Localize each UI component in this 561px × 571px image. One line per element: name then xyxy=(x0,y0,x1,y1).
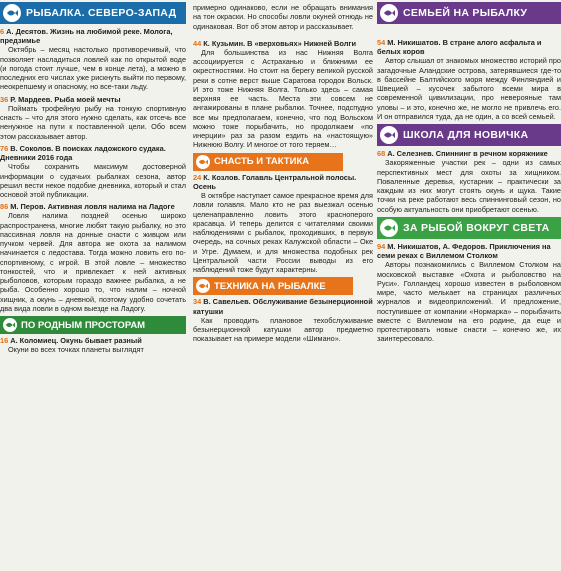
section-title: РЫБАЛКА. СЕВЕРО-ЗАПАД xyxy=(26,7,177,19)
article-title: А. Десятов. Жизнь на любимой реке. Молога, предзимье xyxy=(0,27,173,46)
section-banner-semey-na-rybalku xyxy=(377,2,561,24)
section-banner-snast-i-taktika xyxy=(193,153,343,171)
section-title: ЗА РЫБОЙ ВОКРУГ СВЕТА xyxy=(403,221,550,234)
article xyxy=(193,173,373,275)
article-text: Ловля налима поздней осенью широко распространена, многие любят такую рыбалку, но это пассивная ловля на донные снасти с живцом или пучком червей. Для автора же охота за налимом начинается с ледостава. Тогда можно ловить его по-спортивному, с игрой. В этой ловле – множество тонкостей, что и привлекает к ней активных рыболовов, которым гораздо важнее рыбалка, а не рыба. Особенно хорошо то, что налим – ночной хищник, а окунь – дневной, поэтому удобно сочетать два вида ловли в одном выезде на Ладогу. xyxy=(0,211,186,313)
column-2 xyxy=(193,0,373,347)
article-heading xyxy=(0,202,186,211)
section-title: СЕМЬЕЙ НА РЫБАЛКУ xyxy=(403,7,528,19)
article-title: М. Никишатов, А. Федоров. Приключения на семи реках с Виллемом Столком xyxy=(377,241,551,261)
article-text: Для большинства из нас Нижняя Волга ассоциируется с Астраханью и ближними ее окрестностями. Но стоит на берегу великой русской реки в сотне верст выше Саратова городок Вольск. И это тоже Нижняя Волга. Только здесь – самая верхняя ее часть. Места эти совсем не ангажированы в плане рыбалки. Точнее, подспудно все мы предполагаем, конечно, что под Вольском можно тоже порыбачить, но продолжаем «по инерции» раз за разом ездить на «настоящую» Нижнюю Волгу. И многое от того теряем… xyxy=(193,47,373,150)
article xyxy=(377,242,561,344)
article xyxy=(0,144,186,199)
page-number: 24 xyxy=(193,172,202,182)
column-3 xyxy=(377,0,561,347)
article-text: Окуни во всех точках планеты выглядят xyxy=(8,345,144,355)
article-text: Закоряженные участки рек – одни из самых перспективных мест для охоты за хищником. Поваленные деревья, кустарник – практически за каждым из них могут стоять окунь и щука. Такие точки на реке работают весь спиннинговый сезон, но особую актуальность они приобретают осенью. xyxy=(377,158,561,214)
article-text-continued: примерно одинаково, если не обращать внимания на тон окраски. Но способы ловли окуней отнюдь не одинаковая. Вот об этом автор и рассказывает. xyxy=(193,3,373,31)
fish-icon xyxy=(196,279,210,293)
section-banner-po-rodnym-prostoram xyxy=(0,316,186,334)
article-text: В октябре наступает самое прекрасное время для ловли голавля. Мало кто не раз выезжал осенью целенаправленно ловить этого красноперого красавца. И теперь делится с читателями своими наблюдениями с рыбалок, проходивших, в первую очередь, на сочных реках Калужской области – Оке и Угре. Думаем, и для множества подобных рек Центральной части России выводы из его наблюдений тоже будут характерны. xyxy=(193,191,373,275)
article-heading xyxy=(377,149,561,158)
section-banner-tekhnika-na-rybalke xyxy=(193,277,353,295)
article-title: А. Селезнев. Спиннинг в речном коряжнике xyxy=(387,149,548,159)
article-title: М. Перов. Активная ловля налима на Ладоге xyxy=(10,202,175,212)
article xyxy=(0,336,186,354)
page-number: 34 xyxy=(193,297,202,307)
article xyxy=(193,297,373,343)
fish-icon xyxy=(380,4,398,22)
page-number: 76 xyxy=(0,143,9,153)
article-title: А. Коломиец. Окунь бывает разный xyxy=(10,336,142,346)
section-title: ШКОЛА ДЛЯ НОВИЧКА xyxy=(403,129,529,142)
article xyxy=(0,202,186,313)
article xyxy=(0,95,186,141)
article-text: Как проводить плановое техобслуживание безынерционной катушки автор предметно показывает на примере модели «Шимано». xyxy=(193,315,373,344)
article-heading xyxy=(193,39,373,48)
page-number: 36 xyxy=(0,94,9,104)
article-heading xyxy=(193,173,373,191)
article-text: Автор слышал от знакомых множество историй про загадочные Аландские острова, затерявшиеся где-то в бассейне Балтийского моря между Финляндией и Швецией – кусочек забытого всеми мира в современной цивилизации, про неверояные там уловы – и это, конечно же, не могло не привлечь его. И он отправился туда, да не один, а со всей семьей. xyxy=(377,56,561,121)
article-title: Р. Мардеев. Рыба моей мечты xyxy=(10,94,121,104)
article-title: К. Кузьмин. В «верховьях» Нижней Волги xyxy=(203,38,357,48)
section-banner-rybalka-severo-zapad xyxy=(0,2,186,24)
page-number: 44 xyxy=(193,38,202,48)
page-number: 54 xyxy=(377,38,386,47)
fish-icon xyxy=(3,4,21,22)
article-text: Авторы познакомились с Виллемом Столком на московской выставке «Охота и рыболовство на Руси». Голландец хорошо известен в рыболовном мире, часто мелькает на страницах различных журналов и видеоприложений. И предложение, поступившее от компании «Нормарка» – порыбачить вместе с Виллемом на его родине, да еще и протестировать новые снасти – конечно же, их заинтересовало. xyxy=(377,260,561,344)
page-number: 16 xyxy=(0,336,9,346)
fish-icon xyxy=(380,126,398,144)
section-banner-shkola-dlya-novichka xyxy=(377,124,561,146)
fish-icon xyxy=(380,219,398,237)
page-number: 6 xyxy=(0,27,5,36)
section-title: ТЕХНИКА НА РЫБАЛКЕ xyxy=(214,280,326,292)
section-banner-za-ryboy-vokrug-sveta xyxy=(377,217,561,239)
article-heading xyxy=(0,95,186,104)
article-title: В. Соколов. В поисках ладожского судака. Дневники 2016 года xyxy=(0,143,166,163)
article xyxy=(377,149,561,214)
article-text: Поймать трофейную рыбу на тонкую спортивную снасть – что для этого нужно сделать, как отсечь все ненужное на пути к поставленной цели. Обо всем этом рассказывает автор. xyxy=(0,103,186,141)
article xyxy=(377,38,561,121)
article xyxy=(193,39,373,150)
page-number: 86 xyxy=(0,202,9,212)
article-text: Чтобы сохранить максимум достоверной информации о судачьих рыбалках сезона, автор решил вести некое подобие дневника, который и стал основой этой публикации. xyxy=(0,162,186,200)
article-heading xyxy=(0,144,186,162)
page-number: 68 xyxy=(377,149,386,159)
article-heading xyxy=(0,27,186,45)
article-heading xyxy=(193,297,373,315)
article-title: В. Савельев. Обслуживание безынерционной катушки xyxy=(193,297,373,316)
page-number: 94 xyxy=(377,241,386,251)
article-title: М. Никишатов. В стране алого асфальта и белых коров xyxy=(377,38,542,57)
article-heading xyxy=(377,38,561,56)
fish-icon xyxy=(3,318,17,332)
fish-icon xyxy=(196,155,210,169)
article-heading xyxy=(377,242,561,260)
article xyxy=(0,27,186,92)
article-heading xyxy=(0,336,186,345)
column-1 xyxy=(0,0,186,358)
article-text: Октябрь – месяц настолько противоречивый, что позволяет насладиться ловлей как по открытой воде (и погода стоит лучше, чем в конце лета), а можно в последних его числах уже рискнуть выйти по первому, неокрепшему и опасному, но все-таки льду. xyxy=(0,45,186,92)
section-title: ПО РОДНЫМ ПРОСТОРАМ xyxy=(21,319,146,331)
article-title: К. Козлов. Голавль Центральной полосы. Осень xyxy=(193,172,357,191)
section-title: СНАСТЬ И ТАКТИКА xyxy=(214,156,310,168)
